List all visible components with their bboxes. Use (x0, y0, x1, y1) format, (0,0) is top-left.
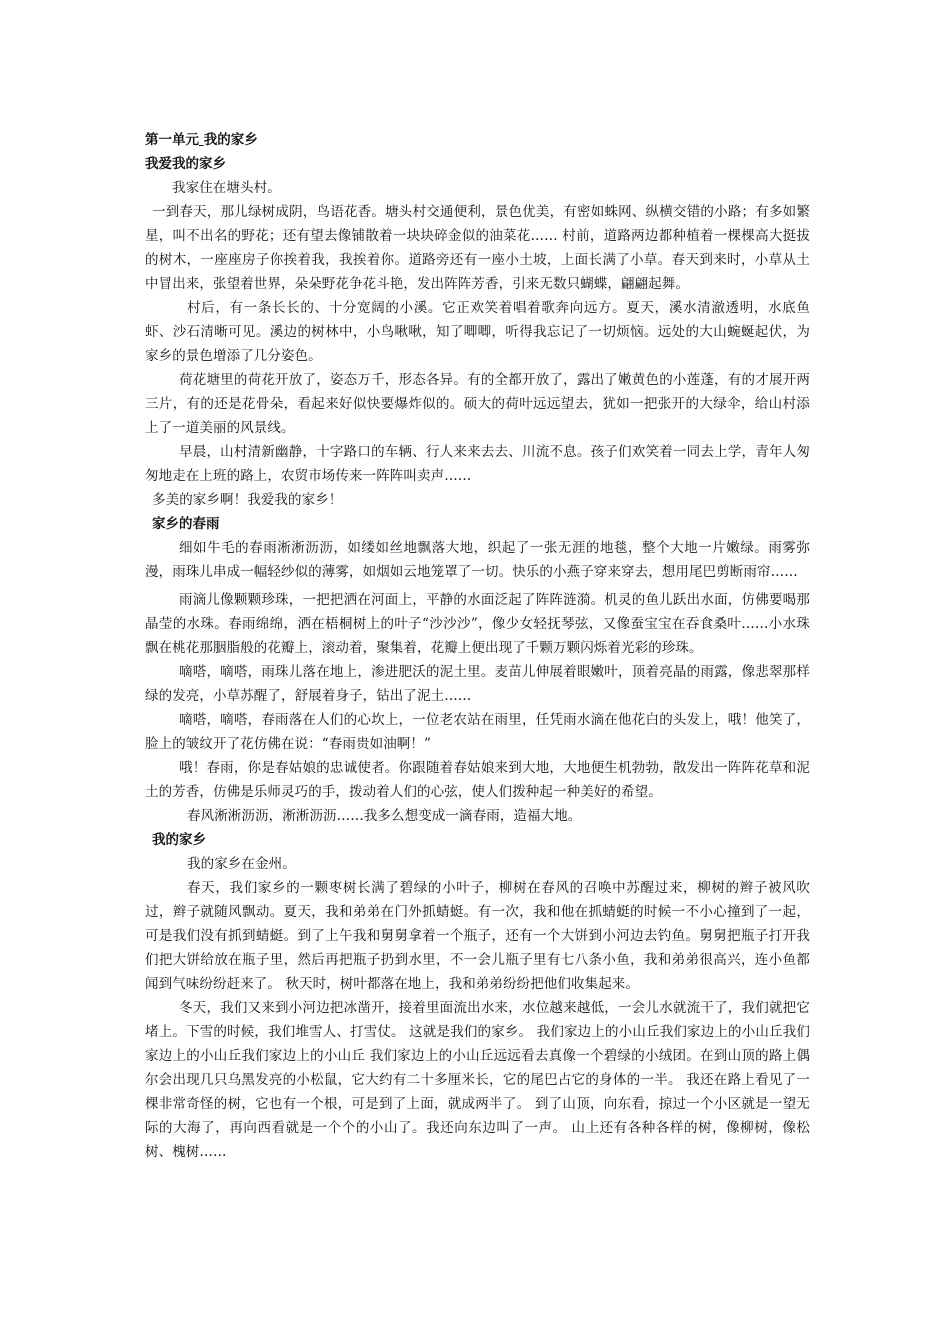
s1-paragraph-3: 村后，有一条长长的、十分宽阔的小溪。它正欢笑着唱着歌奔向远方。夏天，溪水清澈透明，水底鱼虾、沙石清晰可见。溪边的树林中，小鸟啾啾，知了唧唧，听得我忘记了一切烦恼。远处的大山蜿蜒起伏，为家乡的景色增添了几分姿色。 (145, 300, 810, 364)
s1-paragraph-1: 我家住在塘头村。 (172, 180, 281, 196)
section-1-title: 我爱我的家乡 (145, 156, 226, 172)
s2-paragraph-4: 嘀嗒，嘀嗒，春雨落在人们的心坎上，一位老农站在雨里，任凭雨水滴在他花白的头发上，哦！他笑了，脸上的皱纹开了花仿佛在说：“春雨贵如油啊！” (145, 712, 810, 752)
s2-paragraph-1: 细如牛毛的春雨淅淅沥沥，如缕如丝地飘落大地，织起了一张无涯的地毯，整个大地一片嫩绿。雨雾弥漫，雨珠儿串成一幅轻纱似的薄雾，如烟如云地笼罩了一切。快乐的小燕子穿来穿去，想用尾巴剪断雨帘…… (145, 540, 810, 580)
unit-title: 第一单元 (145, 132, 199, 148)
s3-paragraph-3: 冬天，我们又来到小河边把冰凿开，接着里面流出水来，水位越来越低，一会儿水就流干了，我们就把它堵上。下雪的时候，我们堆雪人、打雪仗。 这就是我们的家乡。 我们家边上的小山丘我们家边上的小山丘我们家边上的小山丘我们家边上的小山丘 我们家边上的小山丘远远看去真像一个碧绿的小绒团。在到山顶的路上偶尔会出现几只乌黑发亮的小松鼠，它大约有二十多厘米长，它的尾巴占它的身体的一半。 我还在路上看见了一棵非常奇怪的树，它也有一个根，可是到了上面，就成两半了。 到了山顶，向东看，掠过一个小区就是一望无际的大海了，再向西看就是一个个的小山了。我还向东边叫了一声。 山上还有各种各样的树，像柳树，像松树、槐树…… (145, 1000, 810, 1160)
s2-paragraph-2: 雨滴儿像颗颗珍珠，一把把洒在河面上，平静的水面泛起了阵阵涟漪。机灵的鱼儿跃出水面，仿佛要喝那晶莹的水珠。春雨绵绵，洒在梧桐树上的叶子“沙沙沙”，像少女轻抚琴弦，又像蚕宝宝在吞食桑叶……小水珠飘在桃花那胭脂般的花瓣上，滚动着，聚集着，花瓣上便出现了千颗万颗闪烁着光彩的珍珠。 (145, 592, 810, 656)
unit-subtitle: 我的家乡 (203, 132, 258, 148)
s1-paragraph-5: 早晨，山村清新幽静，十字路口的车辆、行人来来去去、川流不息。孩子们欢笑着一同去上学，青年人匆匆地走在上班的路上，农贸市场传来一阵阵叫卖声…… (145, 444, 810, 484)
section-3-title: 我的家乡 (152, 832, 206, 848)
s3-paragraph-1: 我的家乡在金州。 (187, 856, 296, 872)
document-page (145, 128, 810, 1164)
s3-paragraph-2: 春天，我们家乡的一颗枣树长满了碧绿的小叶子，柳树在春风的召唤中苏醒过来，柳树的辫子被风吹过，辫子就随风飘动。夏天，我和弟弟在门外抓蜻蜓。有一次，我和他在抓蜻蜓的时候一不小心撞到了一起，可是我们没有抓到蜻蜓。到了上午我和舅舅拿着一个瓶子，还有一个大饼到小河边去钓鱼。舅舅把瓶子打开我们把大饼给放在瓶子里，然后再把瓶子扔到水里，不一会儿瓶子里有七八条小鱼，我和弟弟很高兴，连小鱼都闻到气味纷纷赶来了。 秋天时，树叶都落在地上，我和弟弟纷纷把他们收集起来。 (145, 880, 810, 992)
s1-paragraph-2: 一到春天，那儿绿树成阴，鸟语花香。塘头村交通便利，景色优美，有密如蛛网、纵横交错的小路；有多如繁星，叫不出名的野花；还有望去像铺散着一块块碎金似的油菜花…… 村前，道路两边都种植着一棵棵高大挺拔的树木，一座座房子你挨着我，我挨着你。道路旁还有一座小土坡，上面长满了小草。春天到来时，小草从土中冒出来，张望着世界，朵朵野花争花斗艳，发出阵阵芳香，引来无数只蝴蝶，翩翩起舞。 (145, 204, 810, 292)
s2-paragraph-6: 春风淅淅沥沥，淅淅沥沥……我多么想变成一滴春雨，造福大地。 (187, 808, 582, 824)
s2-paragraph-5: 哦！春雨，你是春姑娘的忠诚使者。你跟随着春姑娘来到大地，大地便生机勃勃，散发出一阵阵花草和泥土的芳香，仿佛是乐师灵巧的手，拨动着人们的心弦，使人们拨种起一种美好的希望。 (145, 760, 810, 800)
s1-paragraph-4: 荷花塘里的荷花开放了，姿态万千，形态各异。有的全都开放了，露出了嫩黄色的小莲蓬，有的才展开两三片，有的还是花骨朵，看起来好似快要爆炸似的。硕大的荷叶远远望去，犹如一把张开的大绿伞，给山村添上了一道美丽的风景线。 (145, 372, 810, 436)
s1-paragraph-6: 多美的家乡啊！我爱我的家乡！ (152, 492, 343, 508)
s2-paragraph-3: 嘀嗒，嘀嗒，雨珠儿落在地上，渗进肥沃的泥土里。麦苗儿伸展着眼嫩叶，顶着亮晶的雨露，像悲翠那样绿的发亮，小草苏醒了，舒展着身子，钻出了泥土…… (145, 664, 810, 704)
section-2-title: 家乡的春雨 (152, 516, 220, 532)
unit-heading (145, 128, 810, 152)
